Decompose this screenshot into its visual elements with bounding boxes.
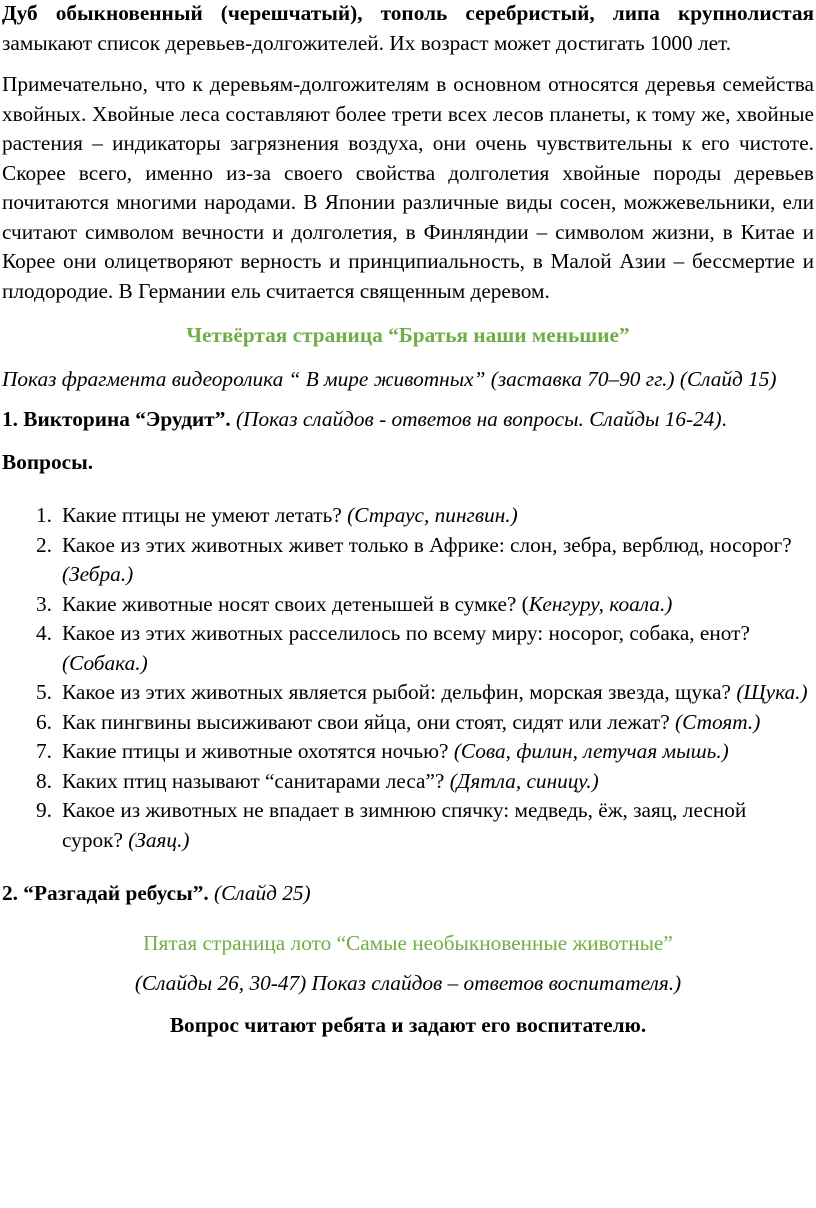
list-number: 5. <box>36 680 52 704</box>
question-text: Какие птицы не умеют летать? <box>62 503 348 527</box>
list-number: 9. <box>36 798 52 822</box>
list-item <box>2 531 814 590</box>
quiz-title-italic: (Показ слайдов - ответов на вопросы. Слайды 16-24) <box>230 407 722 431</box>
list-item <box>2 678 814 708</box>
question-read-note: Вопрос читают ребята и задают его воспитателю. <box>169 1012 647 1037</box>
question-text: Какое из этих животных является рыбой: дельфин, морская звезда, щука? <box>62 680 737 704</box>
question-text: Какие животные носят своих детенышей в сумке? ( <box>62 591 529 616</box>
list-item <box>2 796 814 855</box>
answer-text: (Страус, пингвин.) <box>347 503 518 527</box>
list-item <box>2 501 814 531</box>
list-item <box>2 619 814 678</box>
trees-rest-text: замыкают список деревьев-долгожителей. Их возраст может достигать 1000 лет. <box>2 30 732 55</box>
video-note: Показ фрагмента видеоролика “ В мире животных” (заставка 70–90 гг.) (Слайд 15) <box>2 366 777 391</box>
answer-text: Кенгуру, коала.) <box>528 591 673 616</box>
list-number: 4. <box>36 621 52 645</box>
list-number: 6. <box>36 709 52 734</box>
answer-text: (Собака.) <box>62 650 148 675</box>
answer-text: (Зебра.) <box>62 562 134 586</box>
answer-text: (Щука.) <box>736 680 808 704</box>
question-text: Какое из этих животных живет только в Африке: слон, зебра, верблюд, носорог? <box>62 532 792 557</box>
quiz-title-bold: 1. Викторина “Эрудит”. <box>2 407 231 431</box>
paragraph-coniferous: Примечательно, что к деревьям-долгожителям в основном относятся деревья семейства хвойных. Хвойные леса составляют более трети всех лесов планеты, к тому же, хвойные растения – индикаторы загрязнения воздуха, они очень чувствительны к его чистоте. Скорее всего, именно из-за своего свойства долголетия хвойные породы деревьев почитаются многими народами. В Японии различные виды сосен, можжевельники, ели считают символом вечности и долголетия, в Финляндии – символом жизни, в Китае и Корее они олицетворяют верность и принципиальность, в Малой Азии – бессмертие и плодородие. В Германии ель считается священным деревом. <box>2 72 814 303</box>
quiz-title-end: . <box>721 407 727 431</box>
list-item <box>2 737 814 767</box>
slides-note: (Слайды 26, 30-47) Показ слайдов – ответов воспитателя.) <box>134 971 682 995</box>
rebus-title-italic: (Слайд 25) <box>208 881 311 905</box>
question-text: Каких птиц называют “санитарами леса”? <box>62 768 450 793</box>
question-text: Как пингвины высиживают свои яйца, они стоят, сидят или лежат? <box>62 709 675 734</box>
questions-list <box>2 501 814 855</box>
answer-text: (Сова, филин, летучая мышь.) <box>453 739 729 763</box>
list-number: 1. <box>36 503 52 527</box>
questions-heading: Вопросы. <box>2 449 94 474</box>
list-number: 3. <box>36 591 52 616</box>
list-number: 2. <box>36 532 52 557</box>
question-text: Какие птицы и животные охотятся ночью? <box>62 739 454 763</box>
answer-text: (Стоят.) <box>674 709 761 734</box>
trees-bold-text: Дуб обыкновенный (черешчатый), тополь серебристый, липа крупнолистая <box>2 1 814 25</box>
list-item <box>2 590 814 620</box>
list-number: 7. <box>36 739 52 763</box>
quiz-title <box>2 405 814 435</box>
section-heading-page-four: Четвёртая страница “Братья наши меньшие” <box>186 323 630 347</box>
question-text: Какое из этих животных расселилось по всему миру: носорог, собака, енот? <box>62 621 750 645</box>
answer-text: (Дятла, синицу.) <box>449 768 599 793</box>
rebus-title-bold: 2. “Разгадай ребусы”. <box>2 881 209 905</box>
paragraph-long-living-trees <box>2 0 814 58</box>
list-item <box>2 708 814 738</box>
question-text: Какое из животных не впадает в зимнюю спячку: медведь, ёж, заяц, лесной сурок? <box>62 798 747 852</box>
answer-text: (Заяц.) <box>128 827 190 852</box>
list-item <box>2 767 814 797</box>
list-number: 8. <box>36 768 52 793</box>
section-heading-page-five: Пятая страница лото “Самые необыкновенные животные” <box>143 930 673 955</box>
rebus-title <box>2 879 814 909</box>
